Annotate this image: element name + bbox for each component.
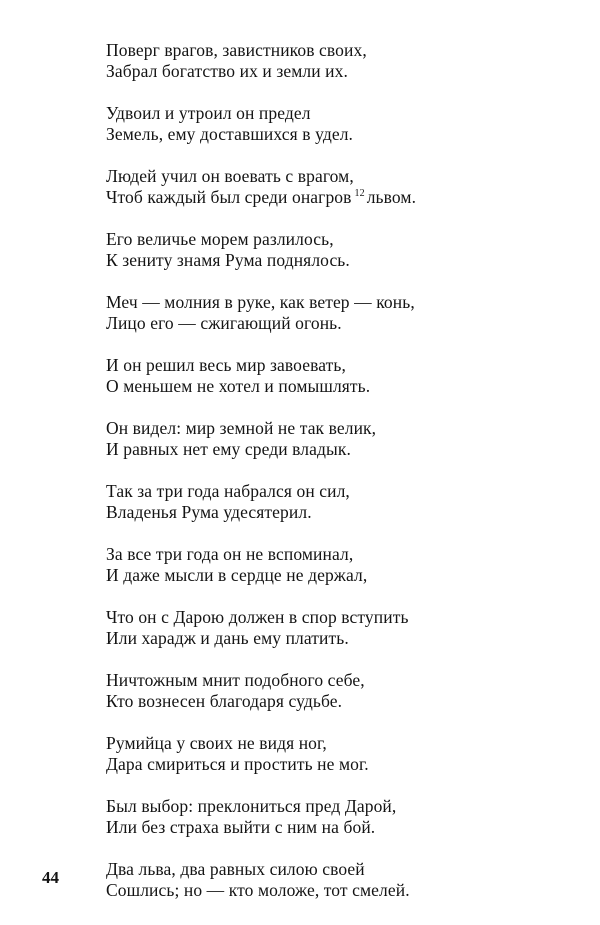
poem-line: И равных нет ему среди владык. [106,439,351,459]
stanza [106,733,576,775]
poem-line: Сошлись; но — кто моложе, тот смелей. [106,880,410,900]
poem-line: О меньшем не хотел и помышлять. [106,376,371,396]
poem-line-with-footnote [106,187,576,208]
stanza [106,292,576,334]
poem-line: И он решил весь мир завоевать, [106,355,346,375]
stanza [106,607,576,649]
poem-line: Лицо его — сжигающий огонь. [106,313,342,333]
stanza [106,859,576,901]
poem-line: Меч — молния в руке, как ветер — конь, [106,292,415,312]
stanza [106,418,576,460]
poem-line: Или без страха выйти с ним на бой. [106,817,376,837]
poem-line: Был выбор: преклониться пред Дарой, [106,796,397,816]
poem-line: Дара смириться и простить не мог. [106,754,369,774]
poem-text [106,40,576,922]
poem-line: Он видел: мир земной не так велик, [106,418,377,438]
line-text: львом. [366,187,417,207]
poem-line: Румийца у своих не видя ног, [106,733,327,753]
poem-line: Что он с Дарою должен в спор вступить [106,607,409,627]
poem-line: К зениту знамя Рума поднялось. [106,250,350,270]
poem-line: За все три года он не вспоминал, [106,544,354,564]
stanza [106,481,576,523]
stanza [106,103,576,145]
poem-line: Поверг врагов, завистников своих, [106,40,367,60]
footnote-marker: 12 [354,188,365,200]
poem-line: И даже мысли в сердце не держал, [106,565,368,585]
poem-line: Так за три года набрался он сил, [106,481,350,501]
poem-line: Кто вознесен благодаря судьбе. [106,691,343,711]
page-number: 44 [42,868,59,887]
line-text: Чтоб каждый был среди онагров [106,187,352,207]
stanza [106,544,576,586]
stanza [106,670,576,712]
poem-line: Владенья Рума удесятерил. [106,502,312,522]
poem-line: Удвоил и утроил он предел [106,103,311,123]
poem-line: Два льва, два равных силою своей [106,859,365,879]
poem-line: Или харадж и дань ему платить. [106,628,349,648]
poem-line: Его величье морем разлилось, [106,229,334,249]
stanza [106,355,576,397]
stanza [106,40,576,82]
poem-line: Ничтожным мнит подобного себе, [106,670,365,690]
poem-line: Людей учил он воевать с врагом, [106,166,354,186]
stanza [106,166,576,208]
stanza [106,229,576,271]
poem-line: Забрал богатство их и земли их. [106,61,348,81]
stanza [106,796,576,838]
poem-line: Земель, ему доставшихся в удел. [106,124,353,144]
